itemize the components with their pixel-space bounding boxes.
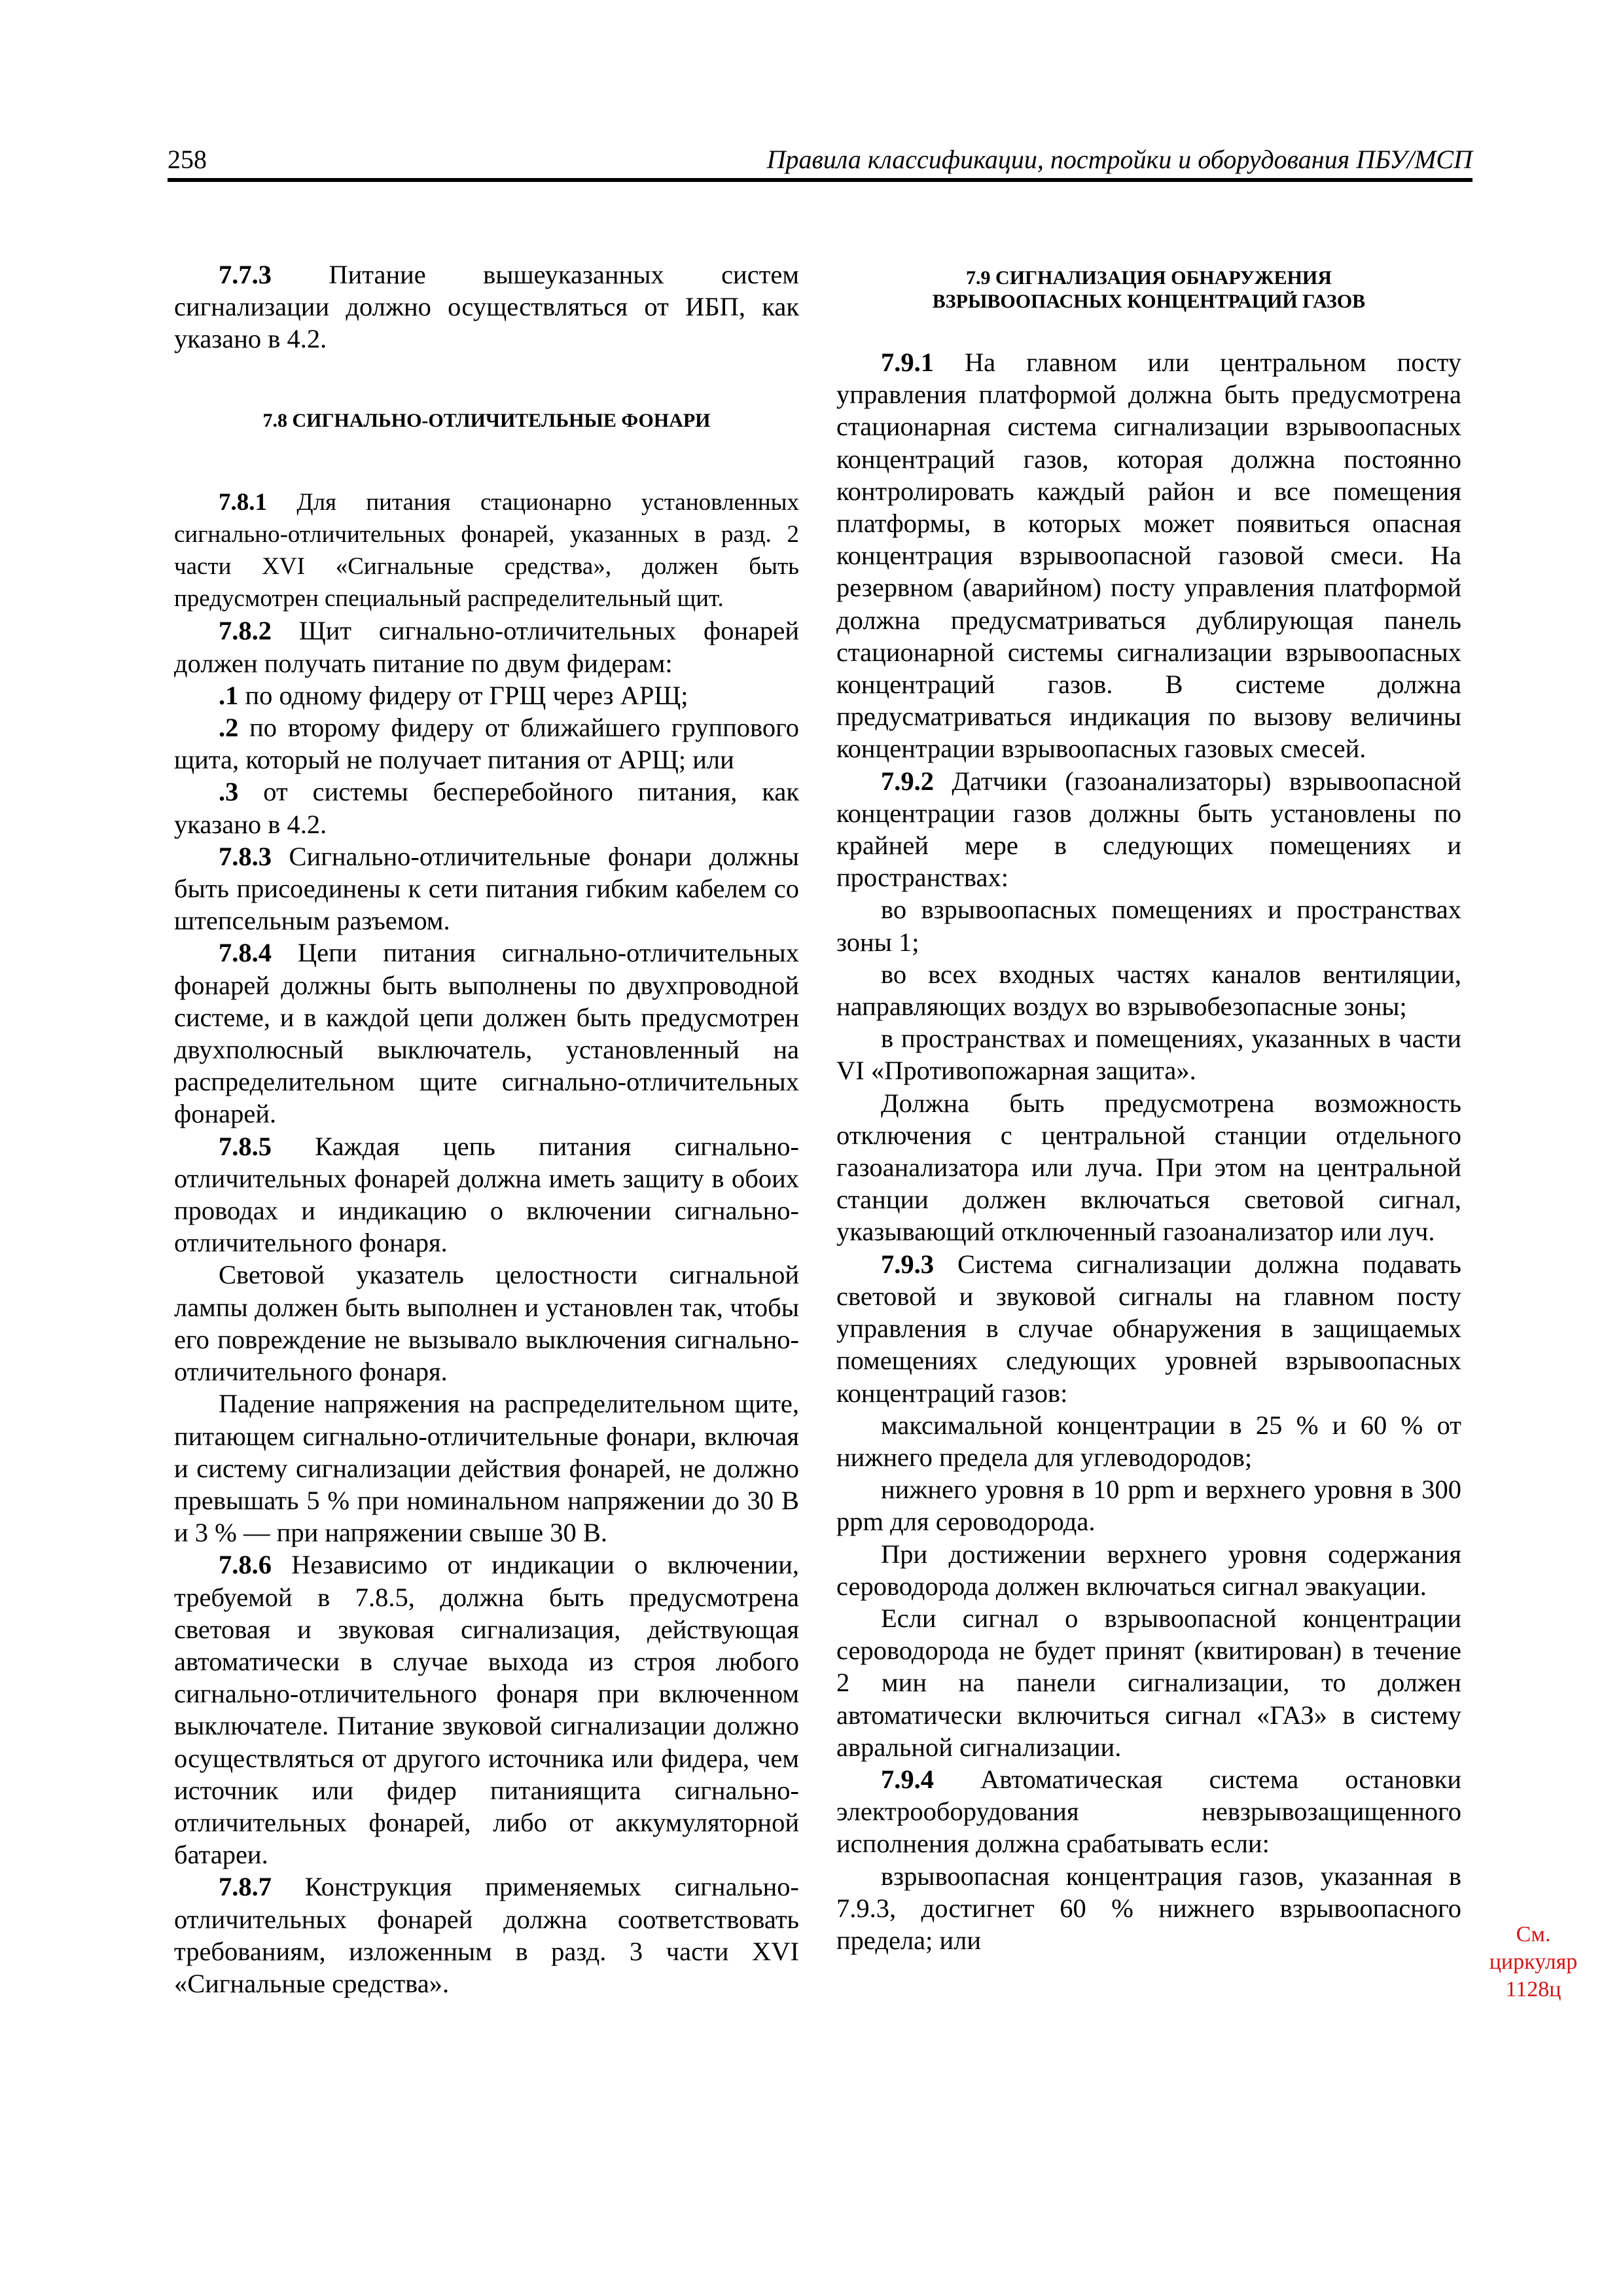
paragraph-7-9-3-b: нижнего уровня в 10 ppm и верхнего уровня в 300 ppm для сероводорода.	[836, 1475, 1461, 1537]
right-column	[836, 259, 1461, 1956]
paragraph-7-9-4-a: взрывоопасная концентрация газов, указанная в 7.9.3, достигнет 60 % нижнего взрывоопасного предела; или	[836, 1861, 1461, 1955]
paragraph-7-8-3: 7.8.3 Сигнально-отличительные фонари должны быть присоединены к сети питания гибким кабелем со штепсельным разъемом.	[174, 841, 799, 936]
paragraph-7-8-5: 7.8.5 Каждая цепь питания сигнально-отличительных фонарей должна иметь защиту в обоих проводах и индикацию о включении сигнально-отличительного фонаря.	[174, 1131, 799, 1258]
paragraph-7-8-2-1: .1 по одному фидеру от ГРЩ через АРЩ;	[219, 680, 688, 710]
paragraph-7-8-2: 7.8.2 Щит сигнально-отличительных фонарей должен получать питание по двум фидерам:	[174, 616, 799, 678]
left-column	[174, 259, 799, 2000]
margin-note-circular	[1478, 1921, 1589, 2003]
margin-note-line: циркуляр	[1489, 1950, 1578, 1974]
margin-note-line: См.	[1516, 1922, 1551, 1946]
paragraph-7-9-2-c: в пространствах и помещениях, указанных в части VI «Противопожарная защита».	[836, 1024, 1461, 1086]
page-header	[168, 144, 1472, 177]
paragraph-7-8-5-b: Световой указатель целостности сигнальной лампы должен быть выполнен и установлен так, чтобы его повреждение не вызывало выключения сигнально-отличительного фонаря.	[174, 1260, 799, 1387]
page-number: 258	[168, 145, 207, 174]
paragraph-7-8-2-3: .3 от системы бесперебойного питания, как указано в 4.2.	[174, 777, 799, 839]
running-title: Правила классификации, постройки и оборудования ПБУ/МСП	[766, 145, 1472, 174]
paragraph-7-9-3-a: максимальной концентрации в 25 % и 60 % от нижнего предела для углеводородов;	[836, 1410, 1461, 1472]
margin-note-line: 1128ц	[1505, 1977, 1561, 2001]
section-heading-7-9: 7.9 СИГНАЛИЗАЦИЯ ОБНАРУЖЕНИЯ ВЗРЫВООПАСНЫХ КОНЦЕНТРАЦИЙ ГАЗОВ	[932, 267, 1366, 312]
paragraph-7-9-2-a: во взрывоопасных помещениях и пространствах зоны 1;	[836, 895, 1461, 957]
paragraph-7-8-1: 7.8.1 Для питания стационарно установленных сигнально-отличительных фонарей, указанных в разд. 2 части XVI «Сигнальные средства», должен быть предусмотрен специальный распределительный щит.	[174, 488, 799, 613]
paragraph-7-9-3-c: При достижении верхнего уровня содержания сероводорода должен включаться сигнал эвакуации.	[836, 1539, 1461, 1601]
paragraph-7-9-2-d: Должна быть предусмотрена возможность отключения с центральной станции отдельного газоанализатора или луча. При этом на центральной станции должен включаться световой сигнал, указывающий отключенный газоанализатор или луч.	[836, 1088, 1461, 1247]
section-heading-7-8: 7.8 СИГНАЛЬНО-ОТЛИЧИТЕЛЬНЫЕ ФОНАРИ	[262, 409, 711, 431]
paragraph-7-8-4: 7.8.4 Цепи питания сигнально-отличительных фонарей должны быть выполнены по двухпроводной системе, и в каждой цепи должен быть предусмотрен двухполюсный выключатель, установленный на распределительном щите сигнально-отличительных фонарей.	[174, 938, 799, 1129]
paragraph-7-9-2: 7.9.2 Датчики (газоанализаторы) взрывоопасной концентрации газов должны быть установлены по крайней мере в следующих помещениях и пространствах:	[836, 766, 1461, 893]
paragraph-7-8-6: 7.8.6 Независимо от индикации о включении, требуемой в 7.8.5, должна быть предусмотрена световая и звуковая сигнализация, действующая автоматически в случае выхода из строя любого сигнально-отличительного фонаря при включенном выключателе. Питание звуковой сигнализации должно осуществляться от другого источника или фидера, чем источник или фидер питаниящита сигнально-отличительных фонарей, либо от аккумуляторной батареи.	[174, 1550, 799, 1870]
paragraph-7-8-7: 7.8.7 Конструкция применяемых сигнально-отличительных фонарей должна соответствовать требованиям, изложенным в разд. 3 части XVI «Сигнальные средства».	[174, 1872, 799, 1998]
paragraph-7-9-1: 7.9.1 На главном или центральном посту управления платформой должна быть предусмотрена стационарная система сигнализации взрывоопасных концентраций газов, которая должна постоянно контролировать каждый район и все помещения платформы, в которых может появиться опасная концентрация взрывоопасной газовой смеси. На резервном (аварийном) посту управления платформой должна предусматриваться дублирующая панель стационарной системы сигнализации взрывоопасных концентраций газов. В системе должна предусматриваться индикация по вызову величины концентрации взрывоопасных газовых смесей.	[836, 348, 1461, 764]
paragraph-7-9-2-b: во всех входных частях каналов вентиляции, направляющих воздух во взрывобезопасные зоны;	[836, 959, 1461, 1022]
paragraph-7-8-5-c: Падение напряжения на распределительном щите, питающем сигнально-отличительные фонари, включая и систему сигнализации действия фонарей, не должно превышать 5 % при номинальном напряжении до 30 В и 3 % — при напряжении свыше 30 В.	[174, 1389, 799, 1548]
header-rule	[168, 178, 1472, 182]
paragraph-7-9-3: 7.9.3 Система сигнализации должна подавать световой и звуковой сигналы на главном посту управления в случае обнаружения в защищаемых помещениях следующих уровней взрывоопасных концентраций газов:	[836, 1249, 1461, 1408]
paragraph-7-9-4: 7.9.4 Автоматическая система остановки электрооборудования невзрывозащищенного исполнения должна срабатывать если:	[836, 1764, 1461, 1859]
paragraph-7-8-2-2: .2 по второму фидеру от ближайшего группового щита, который не получает питания от АРЩ; или	[174, 713, 799, 775]
paragraph-7-7-3: 7.7.3 Питание вышеуказанных систем сигнализации должно осуществляться от ИБП, как указано в 4.2.	[174, 260, 799, 354]
paragraph-7-9-3-d: Если сигнал о взрывоопасной концентрации сероводорода не будет принят (квитирован) в течение 2 мин на панели сигнализации, то должен автоматически включиться сигнал «ГАЗ» в систему авральной сигнализации.	[836, 1603, 1461, 1762]
